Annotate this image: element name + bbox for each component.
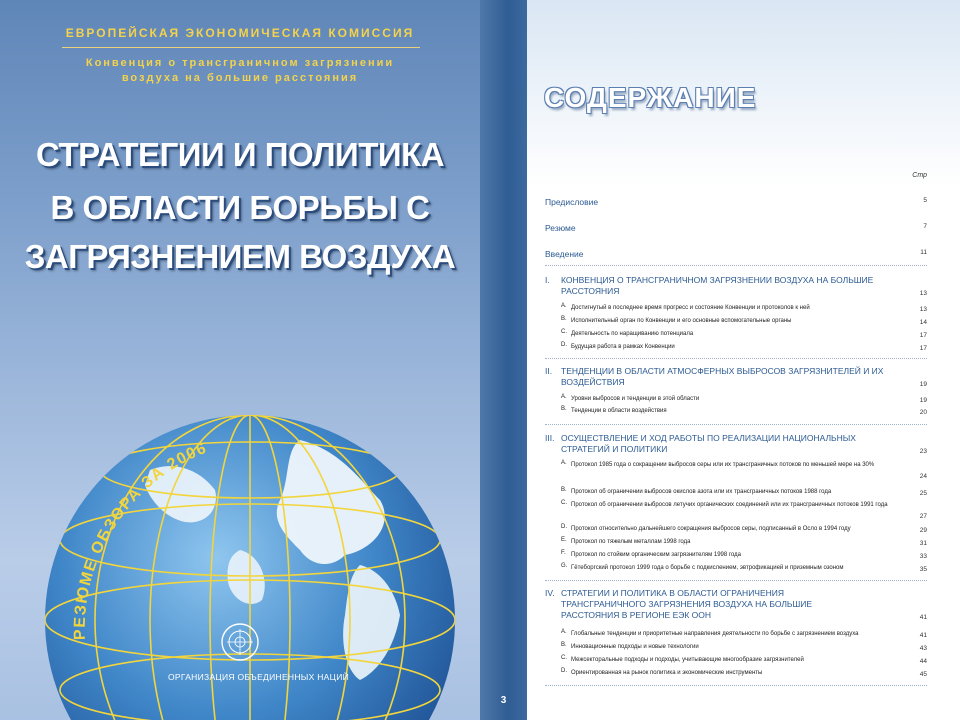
- subentry-label: Тенденции в области воздействия: [571, 408, 667, 414]
- toc-subentry[interactable]: [545, 316, 927, 326]
- subentry-label: Протокол по стойким органическим загрязнителям 1998 года: [571, 552, 741, 558]
- subentry-label: Протокол об ограничении выбросов летучих органических соединений или их трансграничных потоков 1991 года: [571, 502, 888, 508]
- subentry-label: Гётеборгский протокол 1999 года о борьбе с подкислением, эвтрофикацией и приземным озоном: [571, 565, 844, 571]
- toc-section-1[interactable]: [545, 275, 927, 297]
- contents-page: [527, 0, 960, 720]
- toc-entry-label: Введение: [545, 249, 584, 259]
- subentry-letter: A.: [561, 394, 567, 400]
- subentry-letter: C.: [561, 500, 567, 506]
- subentry-label: Будущая работа в рамках Конвенции: [571, 344, 675, 350]
- toc-subentry[interactable]: [545, 406, 927, 416]
- subentry-letter: C.: [561, 655, 567, 661]
- subentry-page: 25: [919, 490, 927, 497]
- toc-section-3[interactable]: [545, 433, 927, 455]
- subentry-letter: A.: [561, 303, 567, 309]
- section-label: ОСУЩЕСТВЛЕНИЕ И ХОД РАБОТЫ ПО РЕАЛИЗАЦИИ НАЦИОНАЛЬНЫХ СТРАТЕГИЙ И ПОЛИТИКИ: [561, 433, 856, 454]
- toc-section-2[interactable]: [545, 366, 927, 388]
- subentry-label: Уровни выбросов и тенденции в этой области: [571, 396, 700, 402]
- globe-illustration: [0, 350, 480, 720]
- un-emblem-icon: [220, 622, 260, 662]
- cover-subtitle: РЕЗЮМЕ ОБЗОРА ЗА 2006: [71, 439, 210, 641]
- subentry-letter: E.: [561, 537, 567, 543]
- subentry-label: Межсекторальные подходы и подходы, учитывающие многообразие загрязнителей: [571, 657, 804, 663]
- toc-subentry[interactable]: [545, 524, 927, 534]
- convention-name-line2: воздуха на большие расстояния: [121, 72, 359, 84]
- subentry-page: 43: [919, 645, 927, 652]
- section-label: СТРАТЕГИИ И ПОЛИТИКА В ОБЛАСТИ ОГРАНИЧЕНИЯ ТРАНСГРАНИЧНОГО ЗАГРЯЗНЕНИЯ ВОЗДУХА НА БОЛЬШИЕ РАССТОЯНИЯ В РЕГИОНЕ ЕЭК ООН: [561, 588, 813, 620]
- subentry-page: 17: [919, 332, 927, 339]
- subentry-letter: B.: [561, 406, 567, 412]
- subentry-label: Глобальные тенденции и приоритетные направления деятельности по борьбе с загрязнением воздуха: [571, 631, 859, 637]
- cover-title-line2: В ОБЛАСТИ БОРЬБЫ С: [50, 189, 430, 226]
- section-label: ТЕНДЕНЦИИ В ОБЛАСТИ АТМОСФЕРНЫХ ВЫБРОСОВ ЗАГРЯЗНИТЕЛЕЙ И ИХ ВОЗДЕЙСТВИЯ: [561, 366, 884, 387]
- subentry-letter: A.: [561, 460, 567, 466]
- toc-subentry[interactable]: [545, 537, 927, 547]
- page-column-header: Стр: [912, 172, 927, 179]
- subentry-label: Исполнительный орган по Конвенции и его основные вспомогательные органы: [571, 318, 792, 324]
- toc-subentry[interactable]: [545, 487, 927, 497]
- section-number: IV.: [545, 588, 555, 598]
- subentry-page: 13: [919, 306, 927, 313]
- toc-divider: [545, 685, 927, 686]
- section-number: I.: [545, 275, 550, 285]
- subentry-letter: D.: [561, 524, 567, 530]
- subentry-label: Протокол по тяжелым металлам 1998 года: [571, 539, 691, 545]
- subentry-letter: G.: [561, 563, 568, 569]
- toc-subentry[interactable]: [545, 655, 927, 665]
- subentry-page: 14: [919, 319, 927, 326]
- section-number: III.: [545, 433, 555, 443]
- section-label: КОНВЕНЦИЯ О ТРАНСГРАНИЧНОМ ЗАГРЯЗНЕНИИ ВОЗДУХА НА БОЛЬШИЕ РАССТОЯНИЯ: [561, 275, 874, 296]
- toc-divider: [545, 265, 927, 266]
- cover-title-line1: СТРАТЕГИИ И ПОЛИТИКА: [35, 136, 445, 173]
- section-page: 23: [919, 448, 927, 455]
- subentry-page: 35: [919, 566, 927, 573]
- contents-title: СОДЕРЖАНИЕ: [544, 82, 757, 113]
- subentry-letter: A.: [561, 629, 567, 635]
- subentry-letter: C.: [561, 329, 567, 335]
- toc-subentry[interactable]: [545, 500, 927, 520]
- toc-subentry[interactable]: [545, 629, 927, 639]
- subentry-letter: B.: [561, 316, 567, 322]
- subentry-page: 20: [919, 409, 927, 416]
- toc-divider: [545, 580, 927, 581]
- toc-subentry[interactable]: [545, 668, 927, 678]
- toc-subentry[interactable]: [545, 563, 927, 573]
- subentry-page: 27: [919, 513, 927, 520]
- toc-subentry[interactable]: [545, 550, 927, 560]
- subentry-page: 44: [919, 658, 927, 665]
- toc-entry-label: Предисловие: [545, 197, 599, 207]
- subentry-page: 45: [919, 671, 927, 678]
- section-page: 41: [919, 614, 927, 621]
- subentry-label: Достигнутый в последнее время прогресс и состояние Конвенции и протоколов к ней: [571, 305, 810, 311]
- subentry-label: Ориентированная на рынок политика и экономические инструменты: [571, 670, 763, 676]
- cover-title-line3: ЗАГРЯЗНЕНИЕМ ВОЗДУХА: [24, 238, 456, 275]
- toc-subentry[interactable]: [545, 460, 927, 480]
- toc-entry-page: 11: [920, 249, 927, 256]
- subentry-letter: D.: [561, 342, 567, 348]
- toc-section-4[interactable]: [545, 588, 927, 621]
- subentry-page: 41: [919, 632, 927, 639]
- subentry-label: Протокол относительно дальнейшего сокращения выбросов серы, подписанный в Осло в 1994 году: [571, 526, 851, 532]
- page-number: 3: [500, 695, 507, 706]
- subentry-page: 29: [919, 527, 927, 534]
- organization-name: ОРГАНИЗАЦИЯ ОБЪЕДИНЕННЫХ НАЦИЙ: [168, 672, 350, 682]
- subentry-letter: F.: [561, 550, 566, 556]
- toc-entry-label: Резюме: [545, 223, 576, 233]
- section-page: 19: [919, 381, 927, 388]
- toc-divider: [545, 424, 927, 425]
- toc-subentry[interactable]: [545, 303, 927, 313]
- toc-subentry[interactable]: [545, 329, 927, 339]
- toc-subentry[interactable]: [545, 342, 927, 352]
- commission-name: ЕВРОПЕЙСКАЯ ЭКОНОМИЧЕСКАЯ КОМИССИЯ: [65, 26, 415, 40]
- subentry-page: 33: [919, 553, 927, 560]
- subentry-letter: B.: [561, 642, 567, 648]
- subentry-page: 19: [919, 397, 927, 404]
- section-number: II.: [545, 366, 553, 376]
- toc-entry-page: 7: [923, 223, 927, 230]
- subentry-letter: B.: [561, 487, 567, 493]
- subentry-page: 31: [919, 540, 927, 547]
- subentry-page: 24: [919, 473, 927, 480]
- subentry-letter: D.: [561, 668, 567, 674]
- subentry-label: Протокол 1985 года о сокращении выбросов серы или их трансграничных потоков по меньшей мере на 30%: [571, 462, 875, 468]
- subentry-label: Инновационные подходы и новые технологии: [571, 644, 699, 650]
- subentry-label: Деятельность по наращиванию потенциала: [571, 331, 694, 337]
- toc-subentry[interactable]: [545, 394, 927, 404]
- subentry-page: 17: [919, 345, 927, 352]
- convention-name-line1: Конвенция о трансграничном загрязнении: [85, 57, 395, 69]
- toc-entry-page: 5: [923, 197, 927, 204]
- subentry-label: Протокол об ограничении выбросов окислов азота или их трансграничных потоков 1988 года: [571, 489, 832, 495]
- page-gutter: [480, 0, 527, 720]
- toc-subentry[interactable]: [545, 642, 927, 652]
- section-page: 13: [919, 290, 927, 297]
- header-divider: [62, 47, 420, 48]
- toc-divider: [545, 358, 927, 359]
